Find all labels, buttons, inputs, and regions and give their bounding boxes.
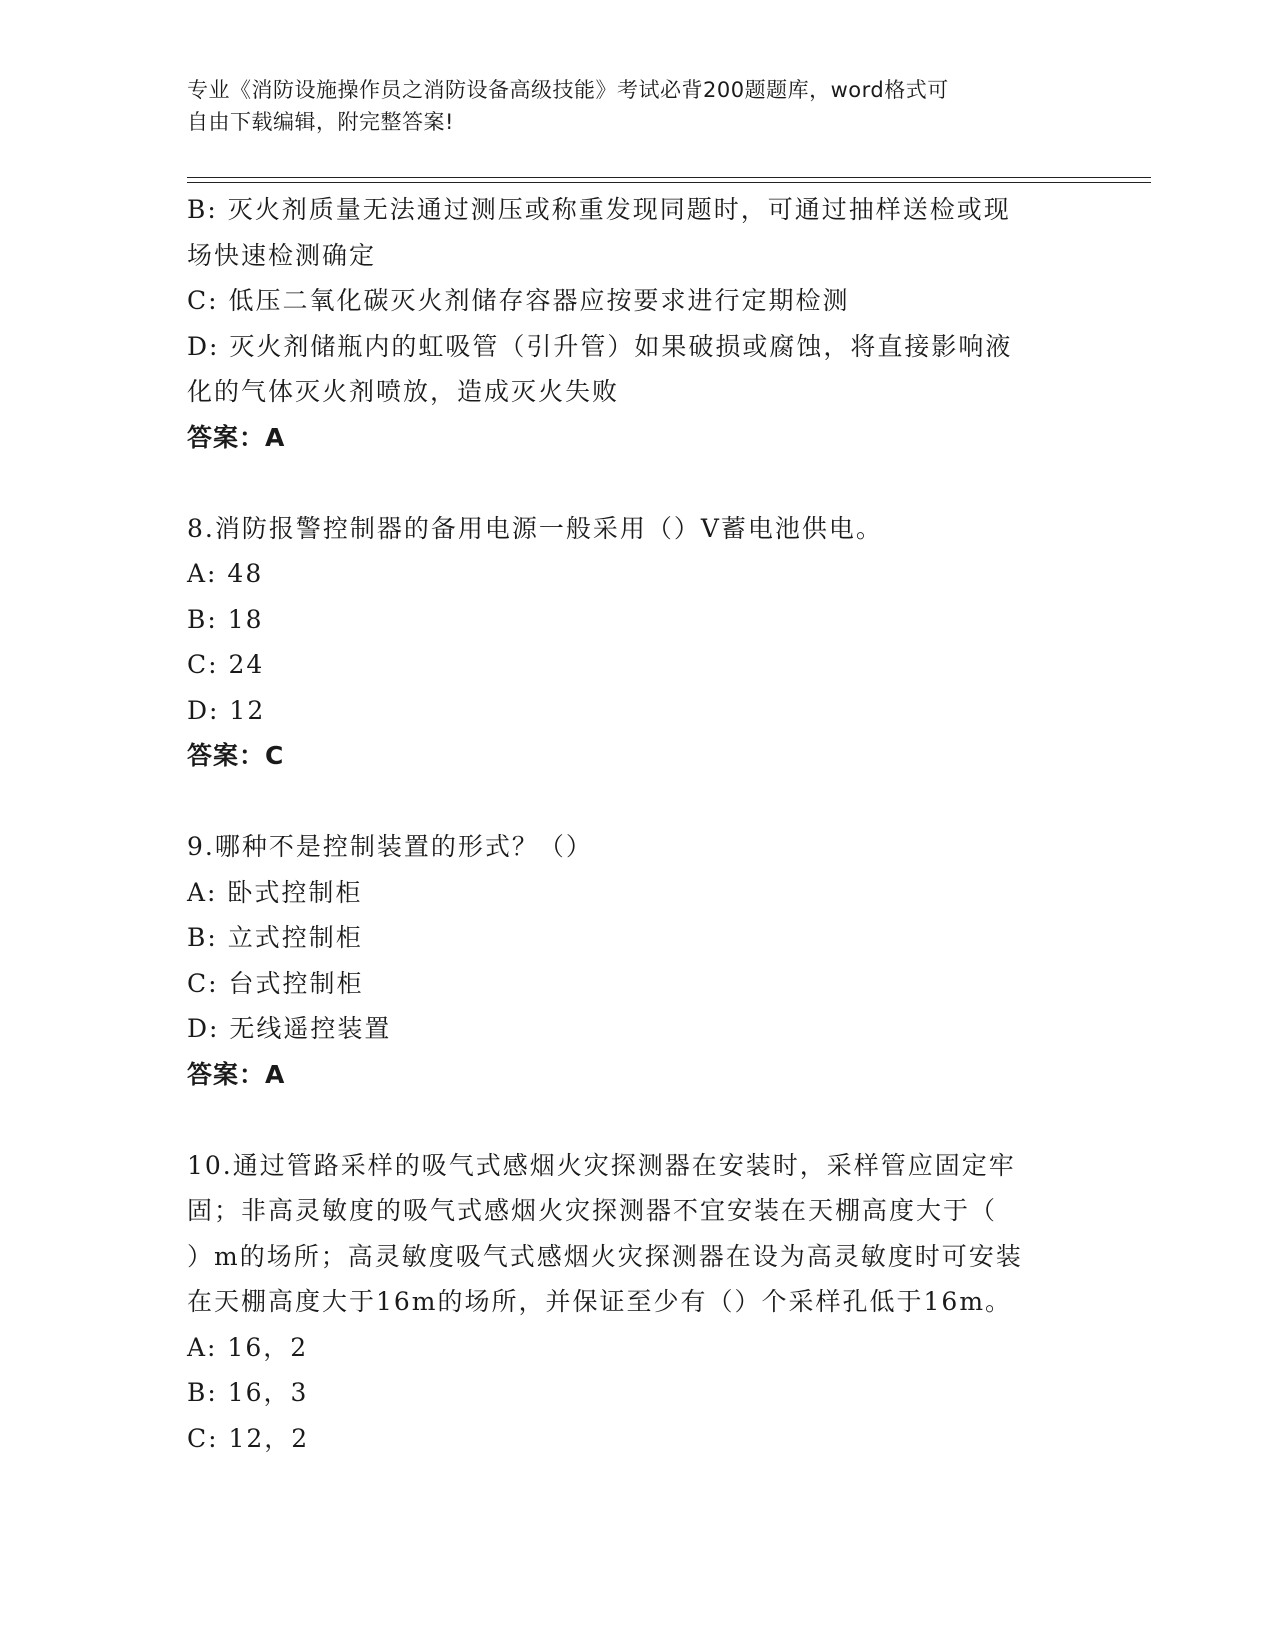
q7-answer: 答案：A [187,422,286,452]
question-8 [187,506,1087,779]
q7-option-c: C: 低压二氧化碳灭火剂储存容器应按要求进行定期检测 [187,286,850,315]
q10-question-line-4: 在天棚高度大于16m的场所，并保证至少有（）个采样孔低于16m。 [187,1287,1013,1316]
q7-option-d-line-2: 化的气体灭火剂喷放，造成灭火失败 [187,377,620,406]
q9-option-a: A: 卧式控制柜 [187,877,363,907]
q10-question-line-1: 10.通过管路采样的吸气式感烟火灾探测器在安装时，采样管应固定牢 [187,1150,1016,1180]
q7-option-b-line-1: B: 灭火剂质量无法通过测压或称重发现同题时，可通过抽样送检或现 [187,195,1011,224]
q8-option-c: C: 24 [187,650,265,679]
question-10 [187,1143,1087,1462]
q10-option-c: C: 12，2 [187,1423,310,1453]
header-divider-top [187,177,1151,178]
q7-option-b-line-2: 场快速检测确定 [187,240,377,270]
header-divider-bottom [187,182,1151,183]
question-content [187,187,1087,1461]
q9-answer: 答案：A [187,1059,286,1089]
question-7-continued [187,187,1087,460]
q9-option-c: C: 台式控制柜 [187,968,364,998]
header-title-line-1: 专业《消防设施操作员之消防设备高级技能》考试必背200题题库，word格式可 [187,78,949,102]
q8-question-text: 8.消防报警控制器的备用电源一般采用（）V蓄电池供电。 [187,513,883,543]
q9-option-b: B: 立式控制柜 [187,923,363,952]
header-title-line-2: 自由下载编辑，附完整答案! [187,110,454,134]
q10-question-line-2: 固；非高灵敏度的吸气式感烟火灾探测器不宜安装在天棚高度大于（ [187,1196,998,1225]
q10-question-line-3: ）m的场所；高灵敏度吸气式感烟火灾探测器在设为高灵敏度时可安装 [187,1241,1023,1271]
q9-question-text: 9.哪种不是控制装置的形式？（） [187,832,593,861]
q9-option-d: D: 无线遥控装置 [187,1014,392,1043]
document-header [187,74,1087,138]
q8-option-a: A: 48 [187,559,264,588]
q10-option-b: B: 16，3 [187,1378,309,1407]
q8-answer: 答案：C [187,741,285,770]
q8-option-d: D: 12 [187,695,266,725]
q8-option-b: B: 18 [187,604,264,634]
q10-option-a: A: 16，2 [187,1332,309,1362]
question-9 [187,824,1087,1097]
q7-option-d-line-1: D: 灭火剂储瓶内的虹吸管（引升管）如果破损或腐蚀，将直接影响液 [187,331,1013,361]
